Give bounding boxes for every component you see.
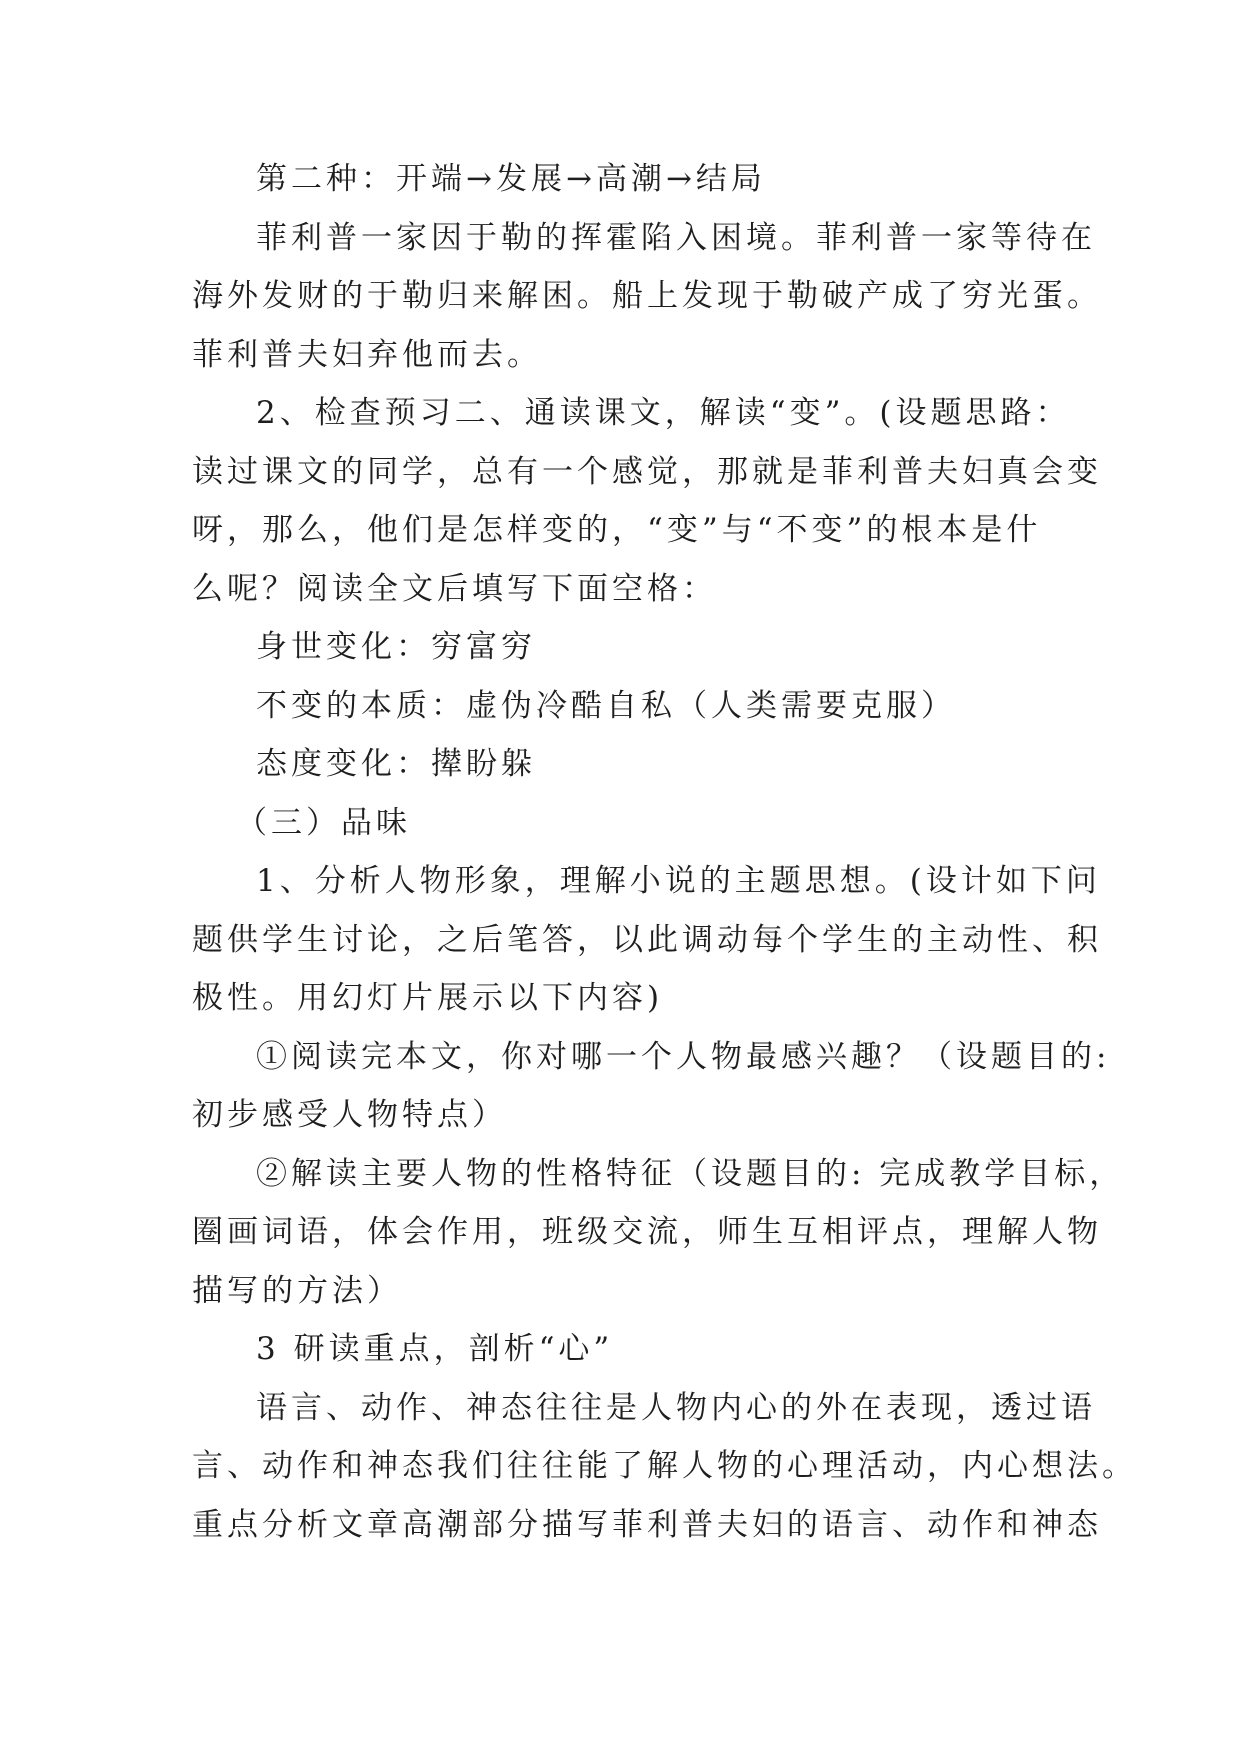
text-line: 海外发财的于勒归来解困。船上发现于勒破产成了穷光蛋。: [192, 278, 1102, 314]
text-line: 菲利普一家因于勒的挥霍陷入困境。菲利普一家等待在: [256, 219, 1096, 256]
text-line: 呀，那么，他们是怎样变的，“变”与“不变”的根本是什: [192, 512, 1042, 548]
text-line: 3 研读重点，剖析“心”: [256, 1331, 614, 1367]
text-line: 描写的方法）: [192, 1272, 402, 1309]
text-line: ①阅读完本文，你对哪一个人物最感兴趣？（设题目的:: [256, 1038, 1111, 1075]
text-line: 么呢？阅读全文后填写下面空格：: [192, 570, 717, 607]
document-body: [192, 150, 1137, 1554]
text-line: 菲利普夫妇弃他而去。: [192, 336, 542, 373]
text-line: 2、检查预习二、通读课文，解读“变”。(设题思路：: [256, 395, 1071, 431]
text-line: 第二种：开端→发展→高潮→结局: [256, 161, 766, 197]
text-line: 重点分析文章高潮部分描写菲利普夫妇的语言、动作和神态: [192, 1506, 1102, 1543]
text-line: 语言、动作、神态往往是人物内心的外在表现，透过语: [256, 1389, 1096, 1426]
text-line: 圈画词语，体会作用，班级交流，师生互相评点，理解人物: [192, 1214, 1102, 1250]
text-line: 极性。用幻灯片展示以下内容): [192, 980, 664, 1016]
text-line: 初步感受人物特点）: [192, 1097, 507, 1133]
section-heading: （三）品味: [236, 804, 411, 841]
text-line: 1、分析人物形象，理解小说的主题思想。(设计如下问: [256, 863, 1101, 899]
text-line: 读过课文的同学，总有一个感觉，那就是菲利普夫妇真会变: [192, 453, 1102, 490]
text-line: ②解读主要人物的性格特征（设题目的: 完成教学目标，: [256, 1155, 1125, 1192]
text-line: 身世变化：穷富穷: [256, 629, 536, 665]
text-line: 言、动作和神态我们往往能了解人物的心理活动，内心想法。: [192, 1448, 1137, 1484]
text-line: 不变的本质：虚伪冷酷自私（人类需要克服）: [256, 687, 956, 724]
text-line: 题供学生讨论，之后笔答，以此调动每个学生的主动性、积: [192, 921, 1102, 958]
text-line: 态度变化：撵盼躲: [256, 746, 536, 782]
